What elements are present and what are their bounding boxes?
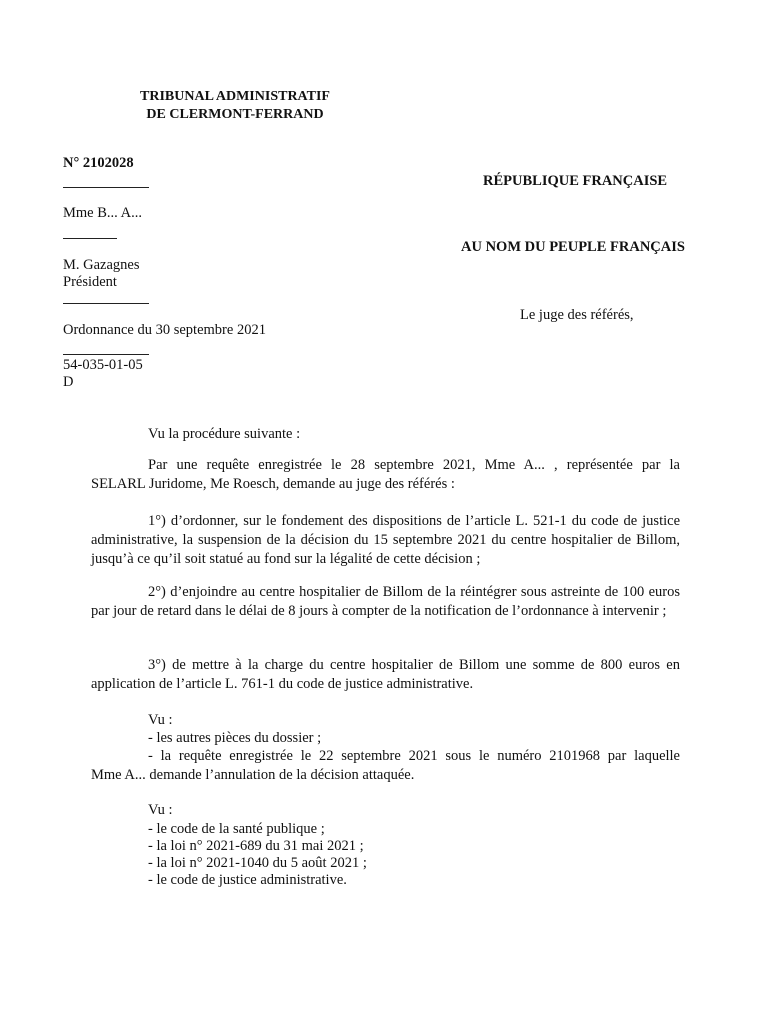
point-2-paragraph [91,583,680,621]
vu-1-title: Vu : [148,712,173,728]
tribunal-header [120,88,350,124]
divider [63,354,149,355]
point-2: 2°) d’enjoindre au centre hospitalier de Billom de la réintégrer sous astreinte de 100 euros par jour de retard dans le délai de 8 jours à compter de la notification de l’ordonnance à intervenir ; [91,584,680,619]
vu-2-item: - le code de justice administrative. [148,872,347,888]
vu-2-item: - la loi n° 2021-1040 du 5 août 2021 ; [148,855,367,871]
tribunal-name: TRIBUNAL ADMINISTRATIF [140,89,330,104]
tribunal-city: DE CLERMONT-FERRAND [146,107,324,122]
requete-paragraph [91,456,680,494]
judge-name: M. Gazagnes [63,257,140,273]
point-3-paragraph [91,656,680,694]
vu-1-item-2-line-2: Mme A... demande l’annulation de la décision attaquée. [91,767,415,783]
vu-1-item-2 [91,747,680,785]
judge-role: Président [63,274,117,290]
ordonnance-date: Ordonnance du 30 septembre 2021 [63,322,266,338]
vu-procedure: Vu la procédure suivante : [148,426,301,442]
point-3: 3°) de mettre à la charge du centre hospitalier de Billom une somme de 800 euros en application de l’article L. 761-1 du code de justice administrative. [91,657,680,692]
point-1-paragraph [91,512,680,569]
divider [63,303,149,304]
au-nom-heading: AU NOM DU PEUPLE FRANÇAIS [461,239,685,255]
vu-2-item: - la loi n° 2021-689 du 31 mai 2021 ; [148,838,364,854]
case-number: N° 2102028 [63,155,134,171]
classification-code: 54-035-01-05 [63,357,143,373]
point-1: 1°) d’ordonner, sur le fondement des dispositions de l’article L. 521-1 du code de justice administrative, la suspension de la décision du 15 septembre 2021 du centre hospitalier de Billom, jusqu’à ce qu’il soit statué au fond sur la légalité de cette décision ; [91,513,680,567]
requete-line-1: Par une requête enregistrée le 28 septembre 2021, Mme A... , représentée par la [148,457,680,473]
party-name: Mme B... A... [63,205,142,221]
divider [63,238,117,239]
classification-letter: D [63,374,74,390]
vu-2-title: Vu : [148,802,173,818]
vu-1-item: - les autres pièces du dossier ; [148,730,322,746]
juge-des-referes: Le juge des référés, [520,307,634,323]
vu-2-item: - le code de la santé publique ; [148,821,325,837]
divider [63,187,149,188]
requete-line-2: SELARL Juridome, Me Roesch, demande au juge des référés : [91,476,455,492]
vu-1-item-2-line-1: - la requête enregistrée le 22 septembre 2021 sous le numéro 2101968 par laquelle [148,748,680,764]
republique-heading: RÉPUBLIQUE FRANÇAISE [483,173,668,189]
